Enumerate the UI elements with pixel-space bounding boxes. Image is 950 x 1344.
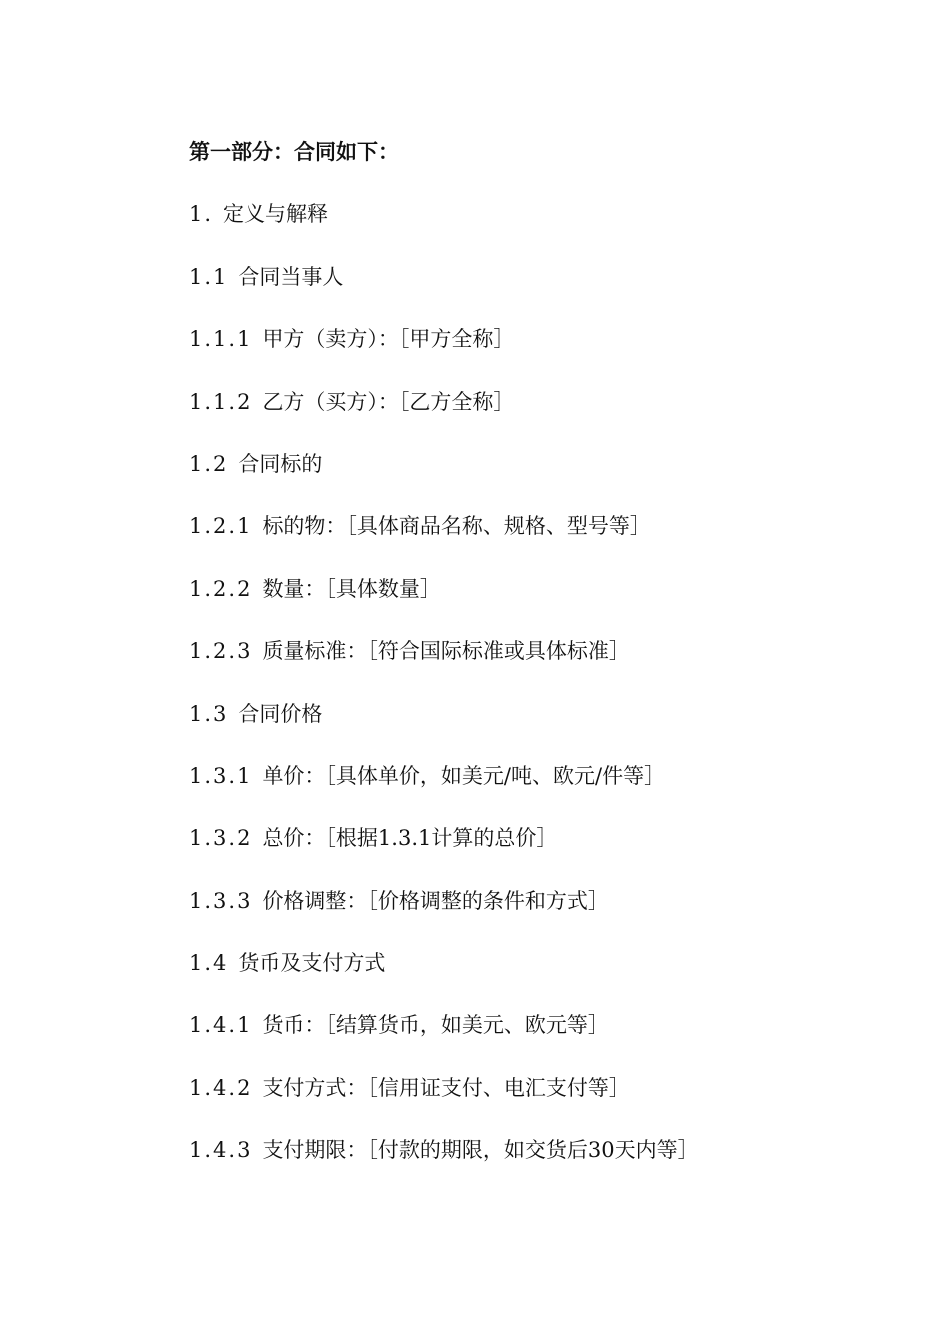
clause-number: 1.2.1: [189, 514, 253, 539]
clause-number: 1.: [189, 202, 214, 227]
clause-text: 定义与解释: [223, 202, 329, 227]
clause-number: 1.4.2: [189, 1075, 253, 1100]
section-heading: 第一部分：合同如下：: [189, 140, 399, 164]
clause-text: 标的物：［具体商品名称、规格、型号等］: [262, 514, 651, 539]
clause-1-2-3: [189, 631, 889, 693]
clause-text: 乙方（买方）：［乙方全称］: [262, 389, 515, 414]
clause-1-3: [189, 694, 889, 756]
clause-1-1: [189, 257, 889, 319]
clause-text: 总价：［根据1.3.1计算的总价］: [262, 826, 558, 851]
clause-number: 1.4.3: [189, 1138, 253, 1163]
clause-text: 单价：［具体单价，如美元/吨、欧元/件等］: [262, 763, 666, 788]
clause-number: 1.4: [189, 951, 229, 976]
clause-1-4-3: [189, 1130, 889, 1192]
clause-number: 1.1.1: [189, 327, 253, 352]
clause-text: 支付期限：［付款的期限，如交货后30天内等］: [262, 1138, 699, 1163]
clause-number: 1.1.2: [189, 389, 253, 414]
clause-number: 1.2.3: [189, 639, 253, 664]
clause-text: 数量：［具体数量］: [262, 576, 441, 601]
document-body: [189, 132, 889, 1193]
clause-text: 合同价格: [238, 701, 323, 726]
clause-1-2: [189, 444, 889, 506]
clause-1: [189, 194, 889, 256]
clause-number: 1.4.1: [189, 1013, 253, 1038]
clause-1-3-2: [189, 818, 889, 880]
clause-1-2-2: [189, 569, 889, 631]
clause-number: 1.3.3: [189, 888, 253, 913]
clause-number: 1.1: [189, 264, 229, 289]
clause-1-3-3: [189, 881, 889, 943]
clause-number: 1.2.2: [189, 576, 253, 601]
clause-text: 合同标的: [238, 451, 323, 476]
clause-text: 货币：［结算货币，如美元、欧元等］: [262, 1013, 609, 1038]
clause-text: 甲方（卖方）：［甲方全称］: [262, 327, 515, 352]
clause-1-3-1: [189, 756, 889, 818]
clause-1-2-1: [189, 506, 889, 568]
clause-text: 货币及支付方式: [238, 951, 386, 976]
clause-text: 支付方式：［信用证支付、电汇支付等］: [262, 1075, 630, 1100]
clause-1-4-2: [189, 1068, 889, 1130]
clause-number: 1.3.2: [189, 826, 253, 851]
clause-number: 1.2: [189, 451, 229, 476]
clause-1-4-1: [189, 1005, 889, 1067]
clause-1-4: [189, 943, 889, 1005]
clause-text: 价格调整：［价格调整的条件和方式］: [262, 888, 609, 913]
clause-number: 1.3.1: [189, 763, 253, 788]
clause-text: 合同当事人: [238, 264, 344, 289]
clause-number: 1.3: [189, 701, 229, 726]
clause-1-1-2: [189, 382, 889, 444]
clause-1-1-1: [189, 319, 889, 381]
clause-text: 质量标准：［符合国际标准或具体标准］: [262, 639, 630, 664]
